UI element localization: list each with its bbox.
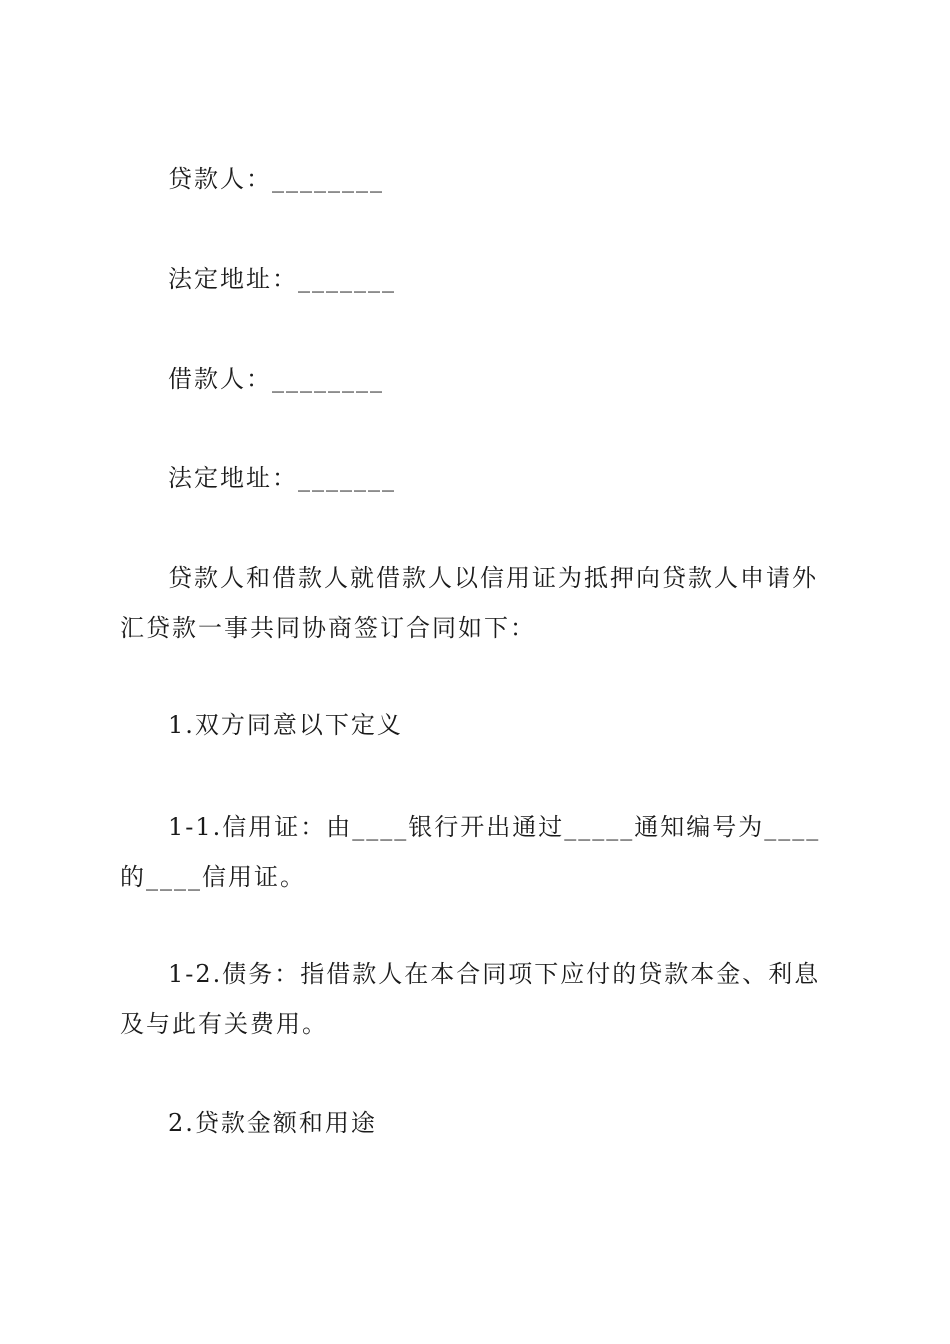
preamble-paragraph: 贷款人和借款人就借款人以信用证为抵押向贷款人申请外汇贷款一事共同协商签订合同如下： [120,564,818,642]
lender-address-field: 法定地址：_______ [168,265,396,293]
borrower-address-field: 法定地址：_______ [168,464,396,492]
lender-field: 贷款人：________ [168,165,384,193]
borrower-field: 借款人：________ [168,365,384,393]
clause-1-2-paragraph: 1-2.债务：指借款人在本合同项下应付的贷款本金、利息及与此有关费用。 [120,960,821,1038]
clause-1-1-paragraph: 1-1.信用证：由____银行开出通过_____通知编号为____的____信用证。 [120,813,821,891]
section-1-title: 1.双方同意以下定义 [168,711,403,739]
section-2-title: 2.贷款金额和用途 [168,1109,377,1137]
